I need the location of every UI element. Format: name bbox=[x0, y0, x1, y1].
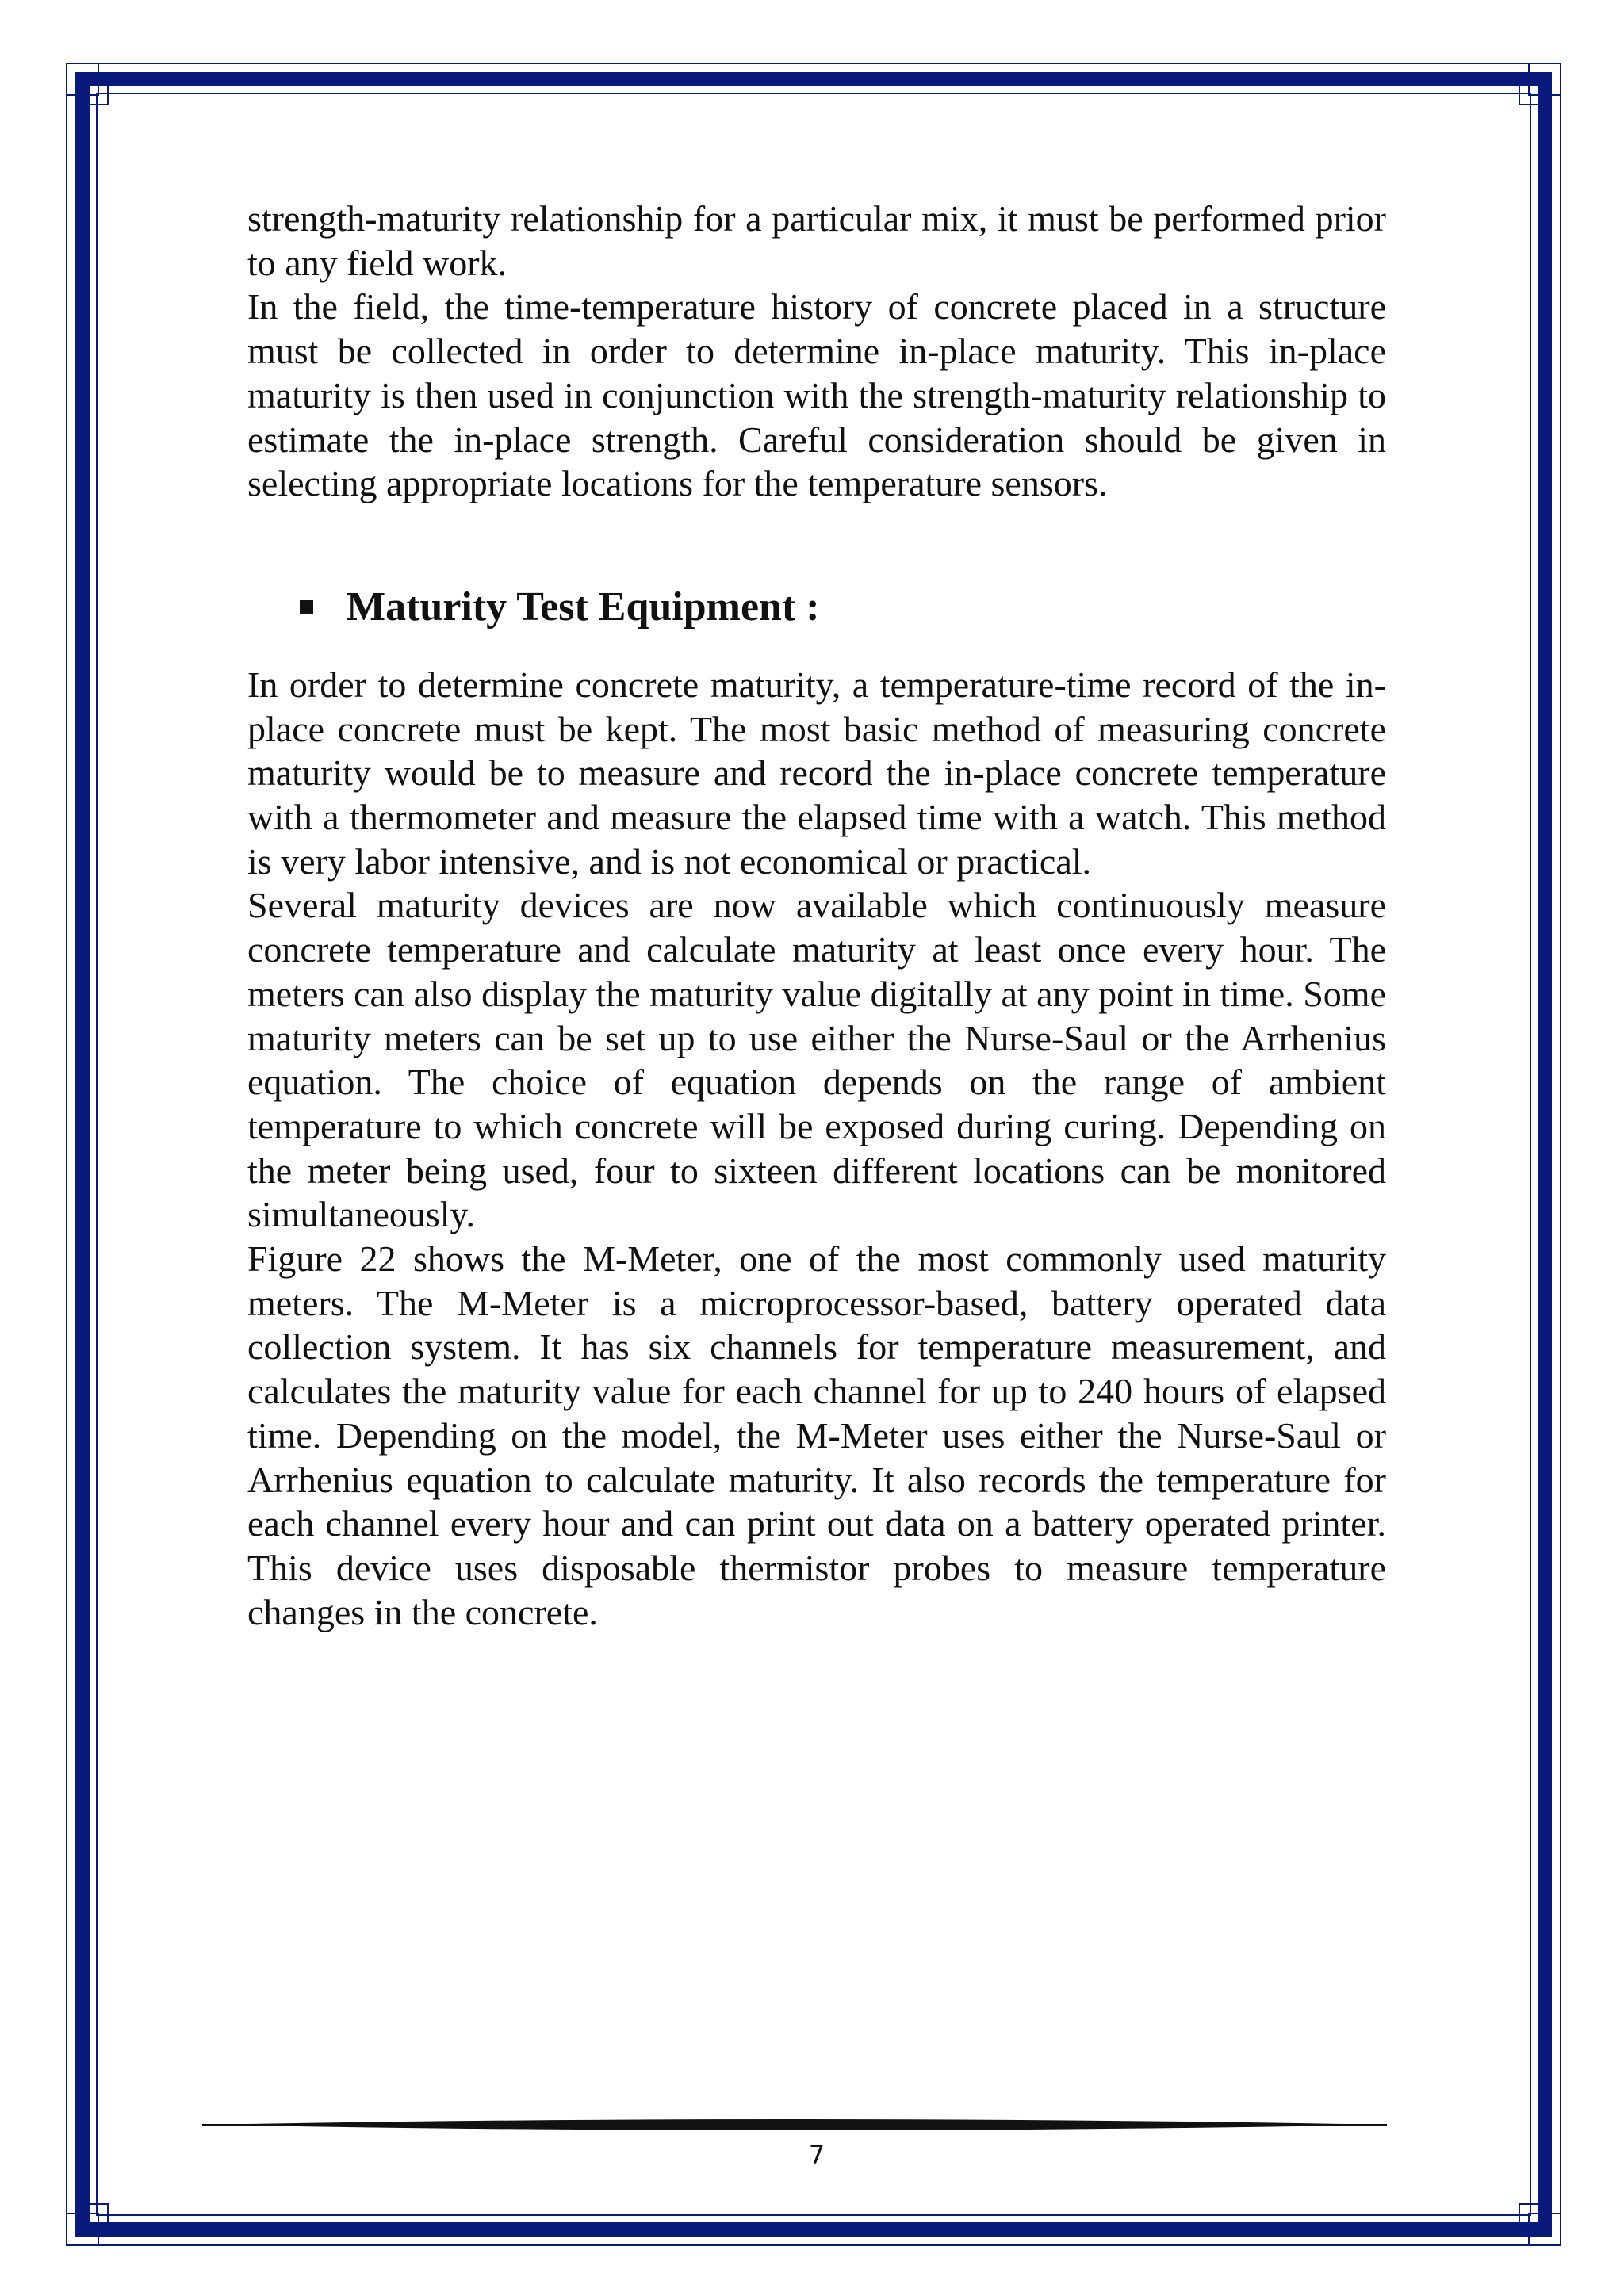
section-title: Maturity Test Equipment : bbox=[347, 584, 820, 629]
page-number: 7 bbox=[808, 2140, 825, 2170]
body-paragraph: strength-maturity relationship for a particular mix, it must be performed prior to any field work. bbox=[247, 198, 1386, 283]
body-paragraph: In the field, the time-temperature history of concrete placed in a structure must be collected in order to determine in-place maturity. This in-place maturity is then used in conjunction with the strength-maturity relationship to estimate the in-place strength. Careful consideration should be given in selecting appropriate locations for the temperature sensors. bbox=[247, 286, 1386, 504]
body-paragraph: Several maturity devices are now available which continuously measure concrete temperature and calculate maturity at least once every hour. The meters can also display the maturity value digitally at any point in time. Some maturity meters can be set up to use either the Nurse-Saul or the Arrhenius equation. The choice of equation depends on the range of ambient temperature to which concrete will be exposed during curing. Depending on the meter being used, four to sixteen different locations can be monitored simultaneously. bbox=[247, 885, 1386, 1235]
section-heading bbox=[247, 584, 1386, 631]
body-paragraph: In order to determine concrete maturity, a temperature-time record of the in-place concrete must be kept. The most basic method of measuring concrete maturity would be to measure and record the in-place concrete temperature with a thermometer and measure the elapsed time with a watch. This method is very labor intensive, and is not economical or practical. bbox=[247, 664, 1386, 882]
square-bullet-icon bbox=[300, 600, 313, 614]
page-content bbox=[247, 197, 1386, 1634]
footer-divider bbox=[202, 2115, 1387, 2134]
body-paragraph: Figure 22 shows the M-Meter, one of the most commonly used maturity meters. The M-Meter is a microprocessor-based, battery operated data collection system. It has six channels for temperature measurement, and calculates the maturity value for each channel for up to 240 hours of elapsed time. Depending on the model, the M-Meter uses either the Nurse-Saul or Arrhenius equation to calculate maturity. It also records the temperature for each channel every hour and can print out data on a battery operated printer. This device uses disposable thermistor probes to measure temperature changes in the concrete. bbox=[247, 1238, 1386, 1632]
